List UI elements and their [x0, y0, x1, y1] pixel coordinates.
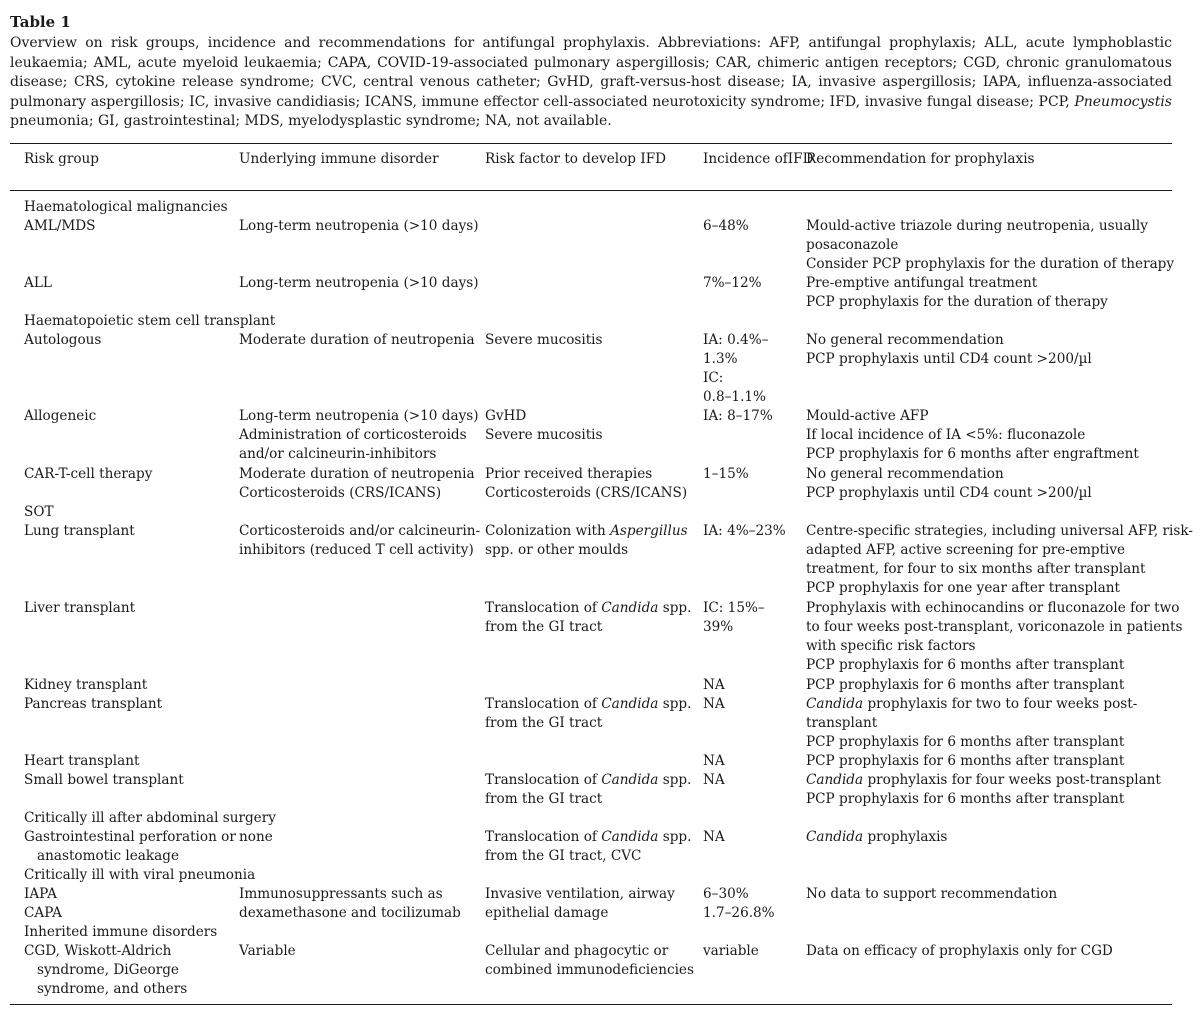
header-incidence-line2: IFD — [787, 151, 814, 167]
row-gi-factor — [485, 828, 691, 866]
row-allo-factor — [485, 407, 603, 445]
fac-line: epithelial damage — [485, 905, 609, 921]
row-pancreas-recommendation — [806, 695, 1137, 752]
row-cgd-group — [24, 942, 187, 999]
row-cgd-disorder: Variable — [239, 943, 296, 959]
dis-line: inhibitors (reduced T cell activity) — [239, 542, 474, 558]
table-bottom-rule — [10, 1004, 1172, 1005]
row-all-disorder: Long-term neutropenia (>10 days) — [239, 275, 479, 291]
fac-line — [485, 695, 691, 714]
fac-line: from the GI tract — [485, 715, 603, 731]
rec-line: PCP prophylaxis for 6 months after transplant — [806, 734, 1125, 750]
row-aml-disorder: Long-term neutropenia (>10 days) — [239, 218, 479, 234]
section-inherited: Inherited immune disorders — [24, 924, 218, 940]
fac-line: GvHD — [485, 408, 527, 424]
rec-line: Prophylaxis with echinocandins or fluconazole for two — [806, 600, 1180, 616]
rec-line: Pre-emptive antifungal treatment — [806, 275, 1038, 291]
rec-line: If local incidence of IA <5%: fluconazole — [806, 427, 1086, 443]
row-lung-group: Lung transplant — [24, 523, 135, 539]
header-risk-group: Risk group — [24, 151, 99, 167]
inc-line: 1.3% — [703, 351, 738, 367]
header-recommendation: Recommendation for prophylaxis — [806, 151, 1035, 167]
inc-line: 1.7–26.8% — [703, 905, 775, 921]
inc-line: IC: — [703, 370, 724, 386]
section-sot: SOT — [24, 504, 54, 520]
header-risk-factor: Risk factor to develop IFD — [485, 151, 667, 167]
table-caption — [10, 34, 1172, 132]
rec-line: transplant — [806, 715, 878, 731]
rec-line: adapted AFP, active screening for pre-emptive — [806, 542, 1126, 558]
row-liver-recommendation — [806, 599, 1182, 675]
rec-line: posaconazole — [806, 237, 899, 253]
dis-line: Moderate duration of neutropenia — [239, 466, 475, 482]
row-auto-recommendation — [806, 331, 1092, 369]
dis-line: and/or calcineurin-inhibitors — [239, 446, 437, 462]
caption-text-end: pneumonia; GI, gastrointestinal; MDS, myelodysplastic syndrome; NA, not available. — [10, 113, 612, 129]
rec-line: Centre-specific strategies, including universal AFP, risk- — [806, 523, 1193, 539]
rec-line: treatment, for four to six months after transplant — [806, 561, 1146, 577]
group-line: syndrome, DiGeorge — [37, 962, 179, 978]
rec-italic: Candida — [806, 772, 864, 788]
fac-line: Cellular and phagocytic or — [485, 943, 669, 959]
group-line: CAPA — [24, 905, 62, 921]
rec-line: PCP prophylaxis until CD4 count >200/µl — [806, 485, 1092, 501]
row-lung-incidence: IA: 4%–23% — [703, 523, 786, 539]
fac-line — [485, 771, 691, 790]
dis-line: Long-term neutropenia (>10 days) — [239, 408, 479, 424]
fac-line: combined immunodeficiencies — [485, 962, 694, 978]
row-allo-group: Allogeneic — [24, 408, 97, 424]
row-heart-recommendation: PCP prophylaxis for 6 months after transplant — [806, 753, 1125, 769]
table-title: Table 1 — [10, 13, 71, 31]
row-allo-disorder — [239, 407, 479, 464]
rec-line: PCP prophylaxis until CD4 count >200/µl — [806, 351, 1092, 367]
fac-line — [485, 522, 688, 541]
row-lung-disorder — [239, 522, 480, 560]
fac-line: Invasive ventilation, airway — [485, 886, 675, 902]
header-rule — [10, 190, 1172, 191]
row-pancreas-factor — [485, 695, 691, 733]
fac-line — [485, 599, 691, 618]
row-bowel-incidence: NA — [703, 772, 725, 788]
rec-text: prophylaxis — [863, 829, 948, 845]
header-incidence — [703, 150, 814, 169]
rec-line: Mould-active AFP — [806, 408, 929, 424]
rec-line: No general recommendation — [806, 466, 1004, 482]
header-immune-disorder: Underlying immune disorder — [239, 151, 439, 167]
row-iapa-incidence — [703, 885, 775, 923]
table-top-rule — [10, 143, 1172, 144]
row-auto-factor: Severe mucositis — [485, 332, 603, 348]
fac-italic: Candida — [601, 696, 659, 712]
dis-line: Immunosuppressants such as — [239, 886, 443, 902]
fac-text: Translocation of — [485, 829, 602, 845]
row-cart-factor — [485, 465, 687, 503]
rec-line: No general recommendation — [806, 332, 1004, 348]
rec-line: with specific risk factors — [806, 638, 976, 654]
rec-line: PCP prophylaxis for 6 months after transplant — [806, 657, 1125, 673]
row-bowel-group: Small bowel transplant — [24, 772, 184, 788]
inc-line: IA: 0.4%– — [703, 332, 769, 348]
group-line: syndrome, and others — [37, 981, 188, 997]
rec-line: PCP prophylaxis for 6 months after transplant — [806, 791, 1125, 807]
rec-line: Consider PCP prophylaxis for the duration of therapy — [806, 256, 1175, 272]
row-auto-disorder: Moderate duration of neutropenia — [239, 332, 475, 348]
group-line: Gastrointestinal perforation or — [24, 829, 236, 845]
row-aml-recommendation — [806, 217, 1174, 274]
row-heart-incidence: NA — [703, 753, 725, 769]
rec-line: Mould-active triazole during neutropenia, usually — [806, 218, 1148, 234]
dis-line: Administration of corticosteroids — [239, 427, 467, 443]
section-abdominal: Critically ill after abdominal surgery — [24, 810, 276, 826]
row-gi-disorder: none — [239, 829, 273, 845]
group-line: anastomotic leakage — [37, 848, 179, 864]
rec-line — [806, 695, 1137, 714]
dis-line: Corticosteroids (CRS/ICANS) — [239, 485, 442, 501]
fac-text: Translocation of — [485, 600, 602, 616]
fac-line: from the GI tract, CVC — [485, 848, 642, 864]
rec-text: prophylaxis for four weeks post-transplant — [863, 772, 1161, 788]
row-cgd-recommendation: Data on efficacy of prophylaxis only for CGD — [806, 943, 1113, 959]
fac-line: Severe mucositis — [485, 427, 603, 443]
fac-text: spp. — [658, 829, 692, 845]
row-cart-disorder — [239, 465, 475, 503]
row-lung-recommendation — [806, 522, 1193, 598]
fac-line: Corticosteroids (CRS/ICANS) — [485, 485, 688, 501]
row-heart-group: Heart transplant — [24, 753, 140, 769]
row-cart-recommendation — [806, 465, 1092, 503]
row-aml-group: AML/MDS — [24, 218, 96, 234]
fac-line: from the GI tract — [485, 791, 603, 807]
row-aml-incidence: 6–48% — [703, 218, 749, 234]
rec-line: PCP prophylaxis for 6 months after engraftment — [806, 446, 1139, 462]
row-gi-group — [24, 828, 236, 866]
fac-text: spp. — [658, 772, 692, 788]
row-kidney-group: Kidney transplant — [24, 677, 148, 693]
inc-line: IC: 15%– — [703, 600, 765, 616]
row-iapa-disorder — [239, 885, 461, 923]
row-iapa-group — [24, 885, 62, 923]
inc-line: 39% — [703, 619, 734, 635]
section-haematological: Haematological malignancies — [24, 199, 228, 215]
row-kidney-recommendation: PCP prophylaxis for 6 months after transplant — [806, 677, 1125, 693]
fac-text: spp. — [658, 600, 692, 616]
row-auto-group: Autologous — [24, 332, 102, 348]
caption-text: Overview on risk groups, incidence and recommendations for antifungal prophylaxis. Abbreviations: AFP, antifungal prophylaxis; ALL, acute lymphoblastic leukaemia; AML, acute myeloid leukaemia; CAPA, COVID-19-associated pulmonary aspergillosis; CAR, chimeric antigen receptors; CGD, chronic granulomatous disease; CRS, cytokine release syndrome; CVC, central venous catheter; GvHD, graft-versus-host disease; IA, invasive aspergillosis; IAPA, influenza-associated pulmonary aspergillosis; IC, invasive candidiasis; ICANS, immune effector cell-associated neurotoxicity syndrome; IFD, invasive fungal disease; PCP, — [10, 35, 1172, 110]
row-cart-group: CAR-T-cell therapy — [24, 466, 153, 482]
rec-line — [806, 771, 1161, 790]
fac-text: Translocation of — [485, 772, 602, 788]
rec-text: prophylaxis for two to four weeks post- — [863, 696, 1138, 712]
row-bowel-recommendation — [806, 771, 1161, 809]
row-all-recommendation — [806, 274, 1108, 312]
fac-text: Colonization with — [485, 523, 611, 539]
fac-line: spp. or other moulds — [485, 542, 629, 558]
fac-line: Prior received therapies — [485, 466, 653, 482]
section-viral: Critically ill with viral pneumonia — [24, 867, 256, 883]
row-gi-incidence: NA — [703, 829, 725, 845]
group-line: CGD, Wiskott-Aldrich — [24, 943, 172, 959]
dis-line: Corticosteroids and/or calcineurin- — [239, 523, 481, 539]
fac-text: spp. — [658, 696, 692, 712]
caption-italic: Pneumocystis — [1074, 93, 1172, 110]
fac-line: from the GI tract — [485, 619, 603, 635]
row-allo-incidence: IA: 8–17% — [703, 408, 773, 424]
group-line: IAPA — [24, 886, 57, 902]
row-lung-factor — [485, 522, 688, 560]
row-iapa-factor — [485, 885, 675, 923]
row-cgd-incidence: variable — [703, 943, 759, 959]
row-auto-incidence — [703, 331, 768, 407]
header-incidence-line1: Incidence of — [703, 151, 788, 167]
rec-line: PCP prophylaxis for the duration of therapy — [806, 294, 1108, 310]
row-iapa-recommendation: No data to support recommendation — [806, 886, 1058, 902]
row-gi-recommendation — [806, 828, 947, 847]
fac-text: Translocation of — [485, 696, 602, 712]
row-kidney-incidence: NA — [703, 677, 725, 693]
fac-italic: Candida — [601, 772, 659, 788]
row-all-incidence: 7%–12% — [703, 275, 762, 291]
section-hsct: Haematopoietic stem cell transplant — [24, 313, 276, 329]
inc-line: 0.8–1.1% — [703, 389, 766, 405]
row-bowel-factor — [485, 771, 691, 809]
row-pancreas-incidence: NA — [703, 696, 725, 712]
rec-line: to four weeks post-transplant, voriconazole in patients — [806, 619, 1183, 635]
row-cgd-factor — [485, 942, 694, 980]
inc-line: 6–30% — [703, 886, 749, 902]
dis-line: dexamethasone and tocilizumab — [239, 905, 461, 921]
rec-italic: Candida — [806, 829, 864, 845]
rec-line: PCP prophylaxis for one year after transplant — [806, 580, 1120, 596]
fac-italic: Candida — [601, 600, 659, 616]
row-allo-recommendation — [806, 407, 1139, 464]
rec-italic: Candida — [806, 696, 864, 712]
row-liver-group: Liver transplant — [24, 600, 136, 616]
row-cart-incidence: 1–15% — [703, 466, 749, 482]
fac-italic: Aspergillus — [610, 523, 688, 539]
row-liver-incidence — [703, 599, 765, 637]
row-all-group: ALL — [24, 275, 52, 291]
fac-line — [485, 828, 691, 847]
row-liver-factor — [485, 599, 691, 637]
fac-italic: Candida — [601, 829, 659, 845]
row-pancreas-group: Pancreas transplant — [24, 696, 163, 712]
